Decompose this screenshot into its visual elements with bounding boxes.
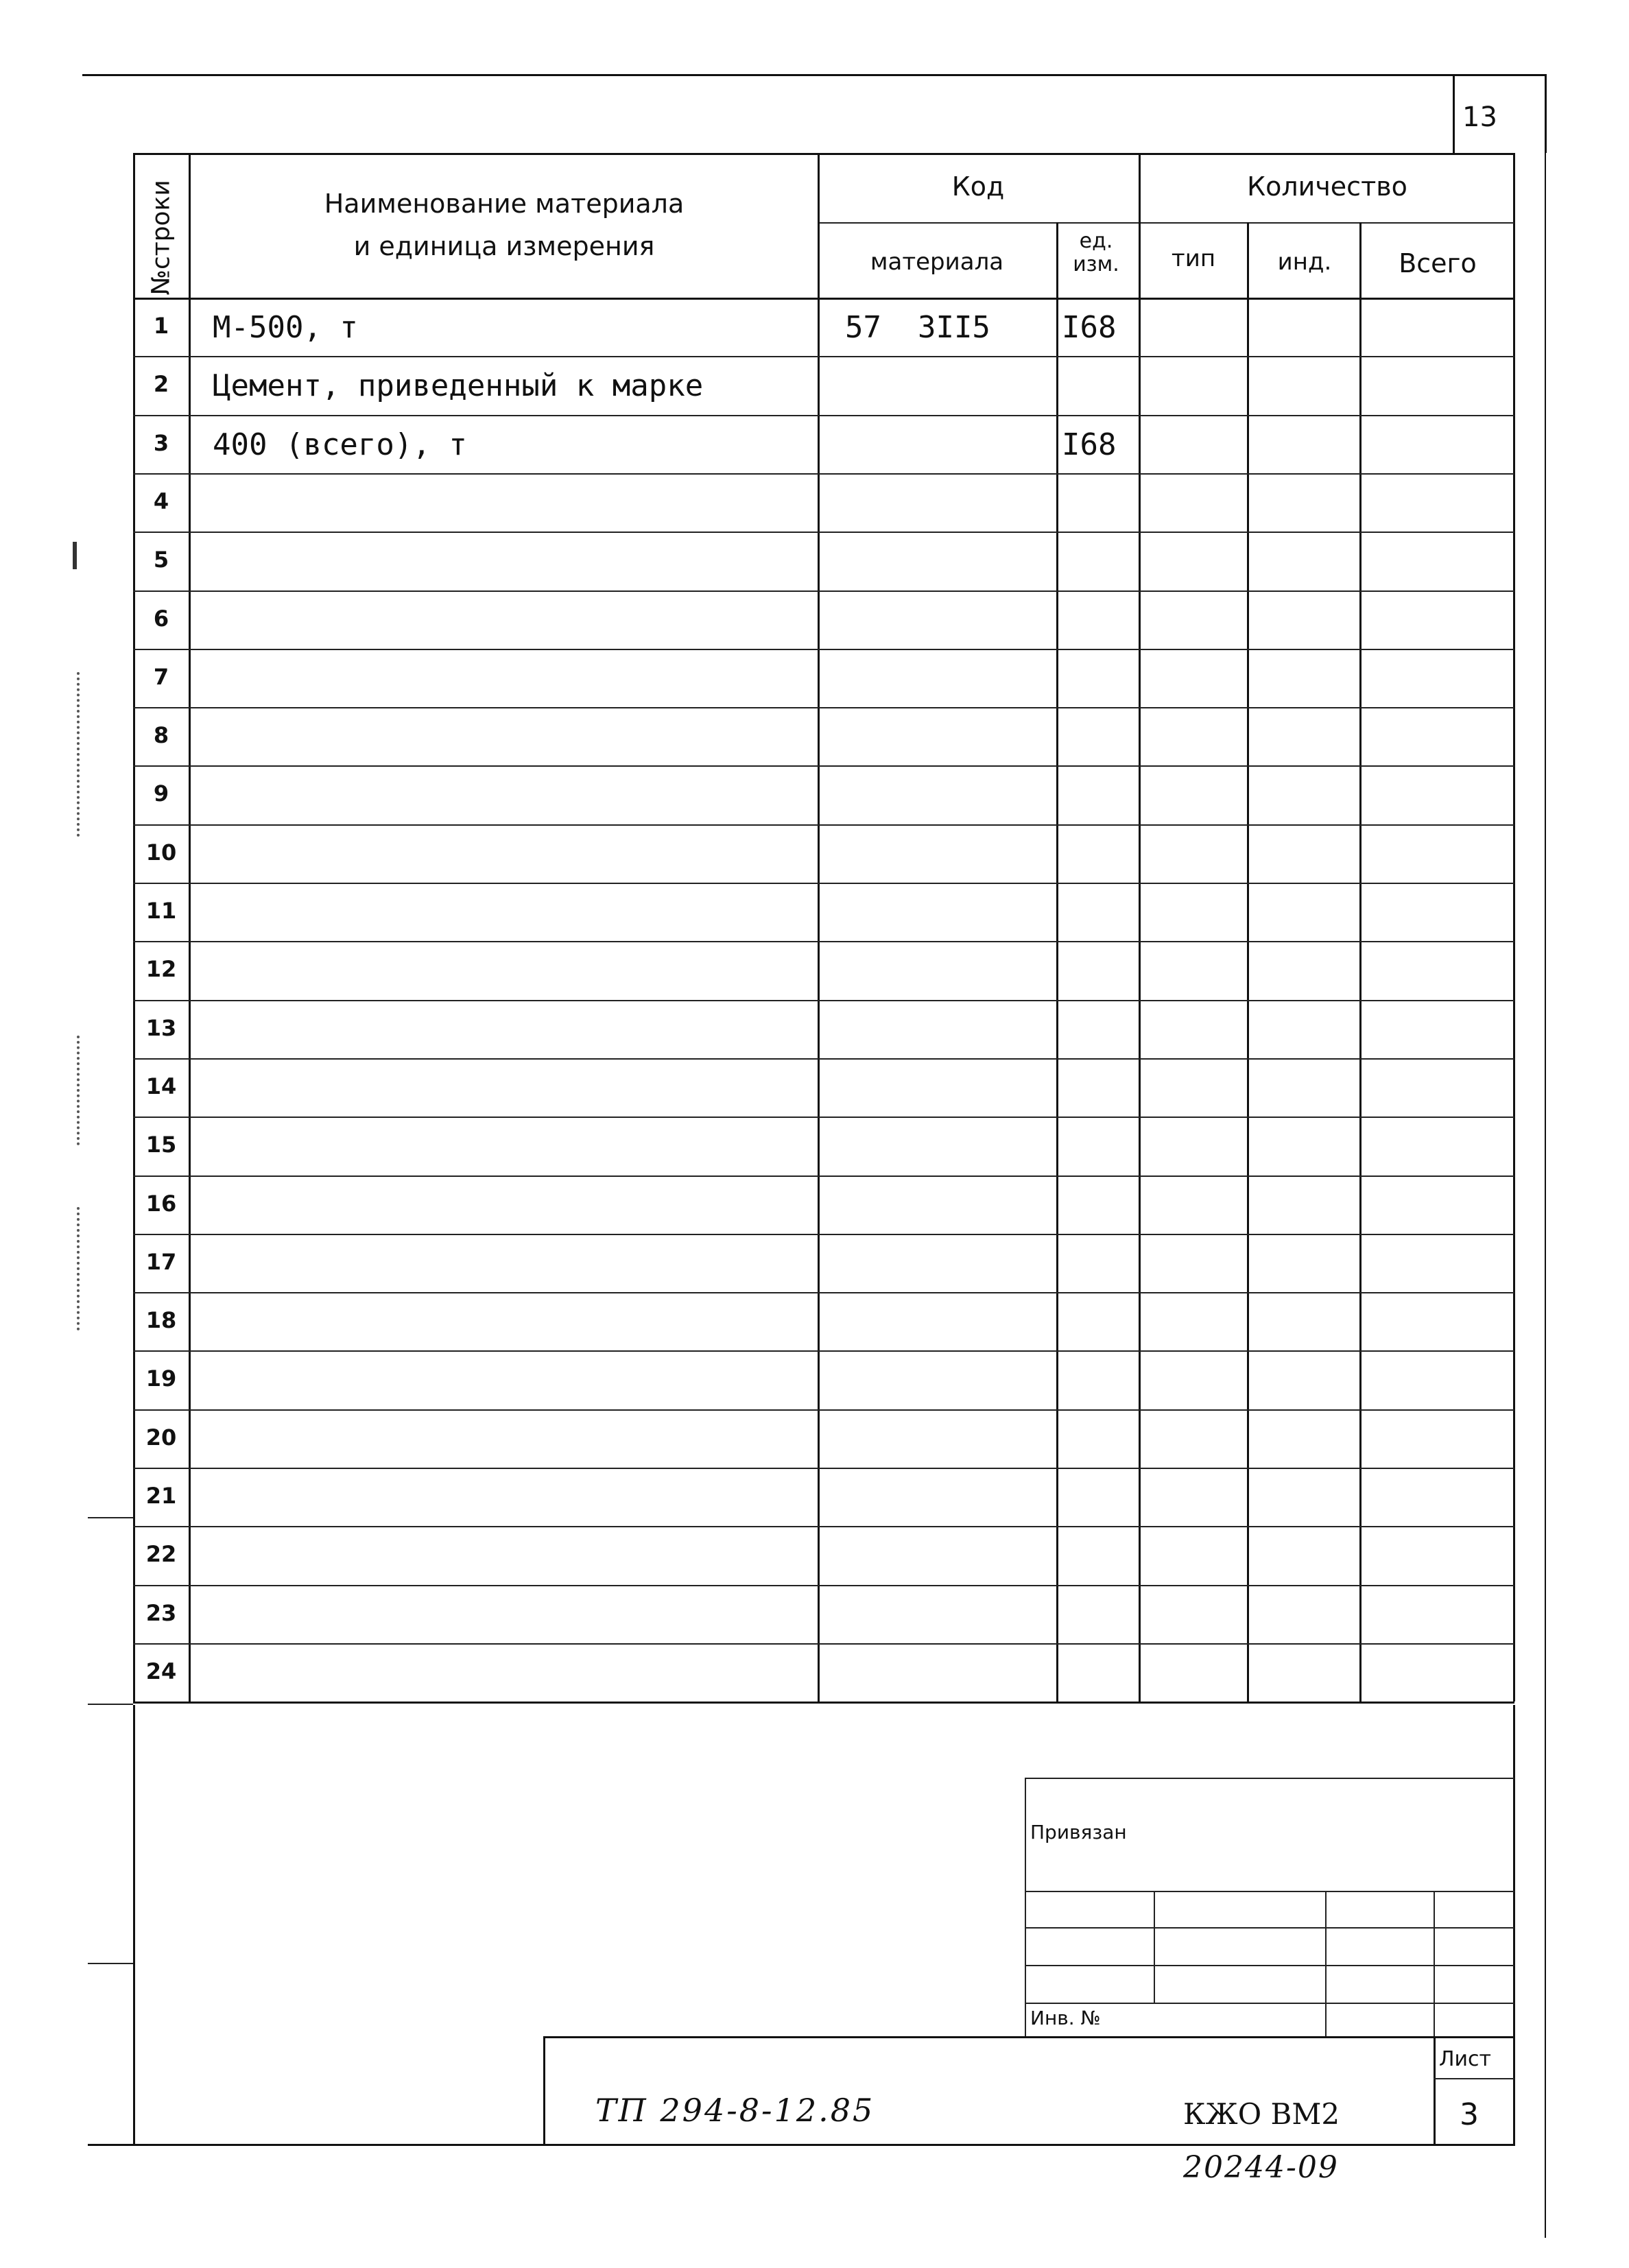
row-number: 11 [145,898,177,924]
col-name-left [189,153,191,1702]
binding-left [1025,1778,1026,2038]
code-material-header: материала [870,248,1004,276]
quantity-group-header: Количество [1247,171,1407,202]
row-number: 22 [145,1541,177,1568]
material-code-cell: 57 3II5 [845,310,990,345]
top-border-line [82,74,1547,76]
row-number: 4 [153,488,169,514]
row-divider [133,1175,1514,1177]
row-divider [133,1117,1514,1118]
material-name-cell: М-500, т [213,310,358,345]
row-number: 7 [153,663,169,690]
header-subgroup-line [818,222,1514,224]
table-bottom-border [133,1702,1514,1704]
row-number: 13 [145,1014,177,1041]
row-number: 5 [153,547,169,573]
title-block-left [543,2036,545,2146]
sheet-number-box-divider [1453,74,1455,153]
row-number: 24 [145,1658,177,1684]
page-right-edge [1545,153,1546,2238]
bottom-border-line [88,2144,1514,2146]
row-divider [133,824,1514,826]
binding-top [1025,1778,1514,1779]
col-ind-left [1247,222,1249,1702]
row-number: 15 [145,1132,177,1158]
row-number: 21 [145,1483,177,1509]
binding-col-2 [1325,1891,1327,2038]
row-number: 18 [145,1307,177,1334]
row-number: 20 [145,1424,177,1451]
lower-right-border [1513,1705,1515,2146]
row-number: 23 [145,1599,177,1626]
row-divider [133,707,1514,708]
row-divider [133,590,1514,592]
quantity-total-header: Всего [1399,248,1477,278]
row-number: 2 [153,371,169,398]
bound-label: Привязан [1030,1821,1127,1843]
row-number: 10 [145,839,177,866]
material-name-cell: Цемент, приведенный к марке [213,368,704,404]
row-number: 17 [145,1248,177,1275]
row-number: 3 [153,429,169,456]
quantity-ind-header: инд. [1277,248,1332,276]
row-divider [133,1058,1514,1060]
code-group-header: Код [951,171,1005,202]
row-number: 6 [153,605,169,632]
row-divider [133,941,1514,942]
margin-mark-1 [88,1517,133,1518]
sheet-label: Лист [1439,2047,1492,2071]
sheet-number: 13 [1462,102,1497,133]
row-divider [133,473,1514,475]
row-number-header: №строки [147,180,176,296]
material-name-cell: 400 (всего), т [213,427,467,462]
sheet-box-divider [1434,2078,1514,2079]
scan-artifact [77,1207,82,1330]
title-block-top [543,2036,1514,2038]
name-header-line2: и единица измерения [353,231,655,261]
col-type-left [1139,153,1141,1702]
binding-col-1 [1154,1891,1155,2003]
col-unit-left [1056,222,1058,1702]
row-divider [133,1292,1514,1293]
code-unit-header: ед. изм. [1073,229,1119,276]
row-divider [133,649,1514,650]
scan-artifact [73,542,77,569]
archive-number: 20244-09 [1183,2150,1339,2185]
project-code: ТП 294-8-12.85 [595,2092,875,2129]
sheet-value: 3 [1460,2097,1479,2132]
header-bottom-border [133,298,1514,300]
document-code: КЖО ВМ2 [1183,2097,1340,2131]
row-divider [133,1350,1514,1352]
row-number: 1 [153,313,169,339]
scan-artifact [77,672,82,837]
table-top-border [133,153,1514,155]
unit-code-cell: I68 [1062,427,1117,462]
row-number: 14 [145,1073,177,1099]
outer-right-border [1545,74,1547,153]
row-number: 8 [153,722,169,749]
row-divider [133,1409,1514,1411]
binding-line-1 [1025,1891,1514,1892]
row-divider [133,1000,1514,1001]
inventory-number-label: Инв. № [1030,2007,1101,2029]
margin-mark-4 [88,1704,133,1705]
col-total-left [1359,222,1362,1702]
scan-artifact [77,1036,82,1145]
row-divider [133,356,1514,357]
row-number: 19 [145,1365,177,1392]
row-number: 12 [145,956,177,983]
row-divider [133,1585,1514,1586]
name-header-line1: Наименование материала [324,189,685,219]
row-divider [133,883,1514,884]
margin-mark-2 [88,1963,133,1964]
binding-line-3 [1025,1965,1514,1966]
row-number: 9 [153,780,169,807]
row-divider [133,415,1514,416]
binding-col-3 [1434,1891,1435,2038]
lower-left-border [133,1705,135,2146]
row-divider [133,765,1514,767]
binding-line-2 [1025,1927,1514,1929]
col-material-left [818,153,820,1702]
binding-line-4 [1025,2003,1514,2004]
row-divider [133,532,1514,533]
row-divider [133,1643,1514,1645]
row-divider [133,1468,1514,1469]
unit-code-cell: I68 [1062,310,1117,345]
row-divider [133,1234,1514,1235]
sheet-box-left [1434,2036,1436,2146]
table-right-border [1513,153,1515,1702]
row-divider [133,1526,1514,1527]
row-number: 16 [145,1190,177,1217]
quantity-type-header: тип [1171,245,1216,272]
